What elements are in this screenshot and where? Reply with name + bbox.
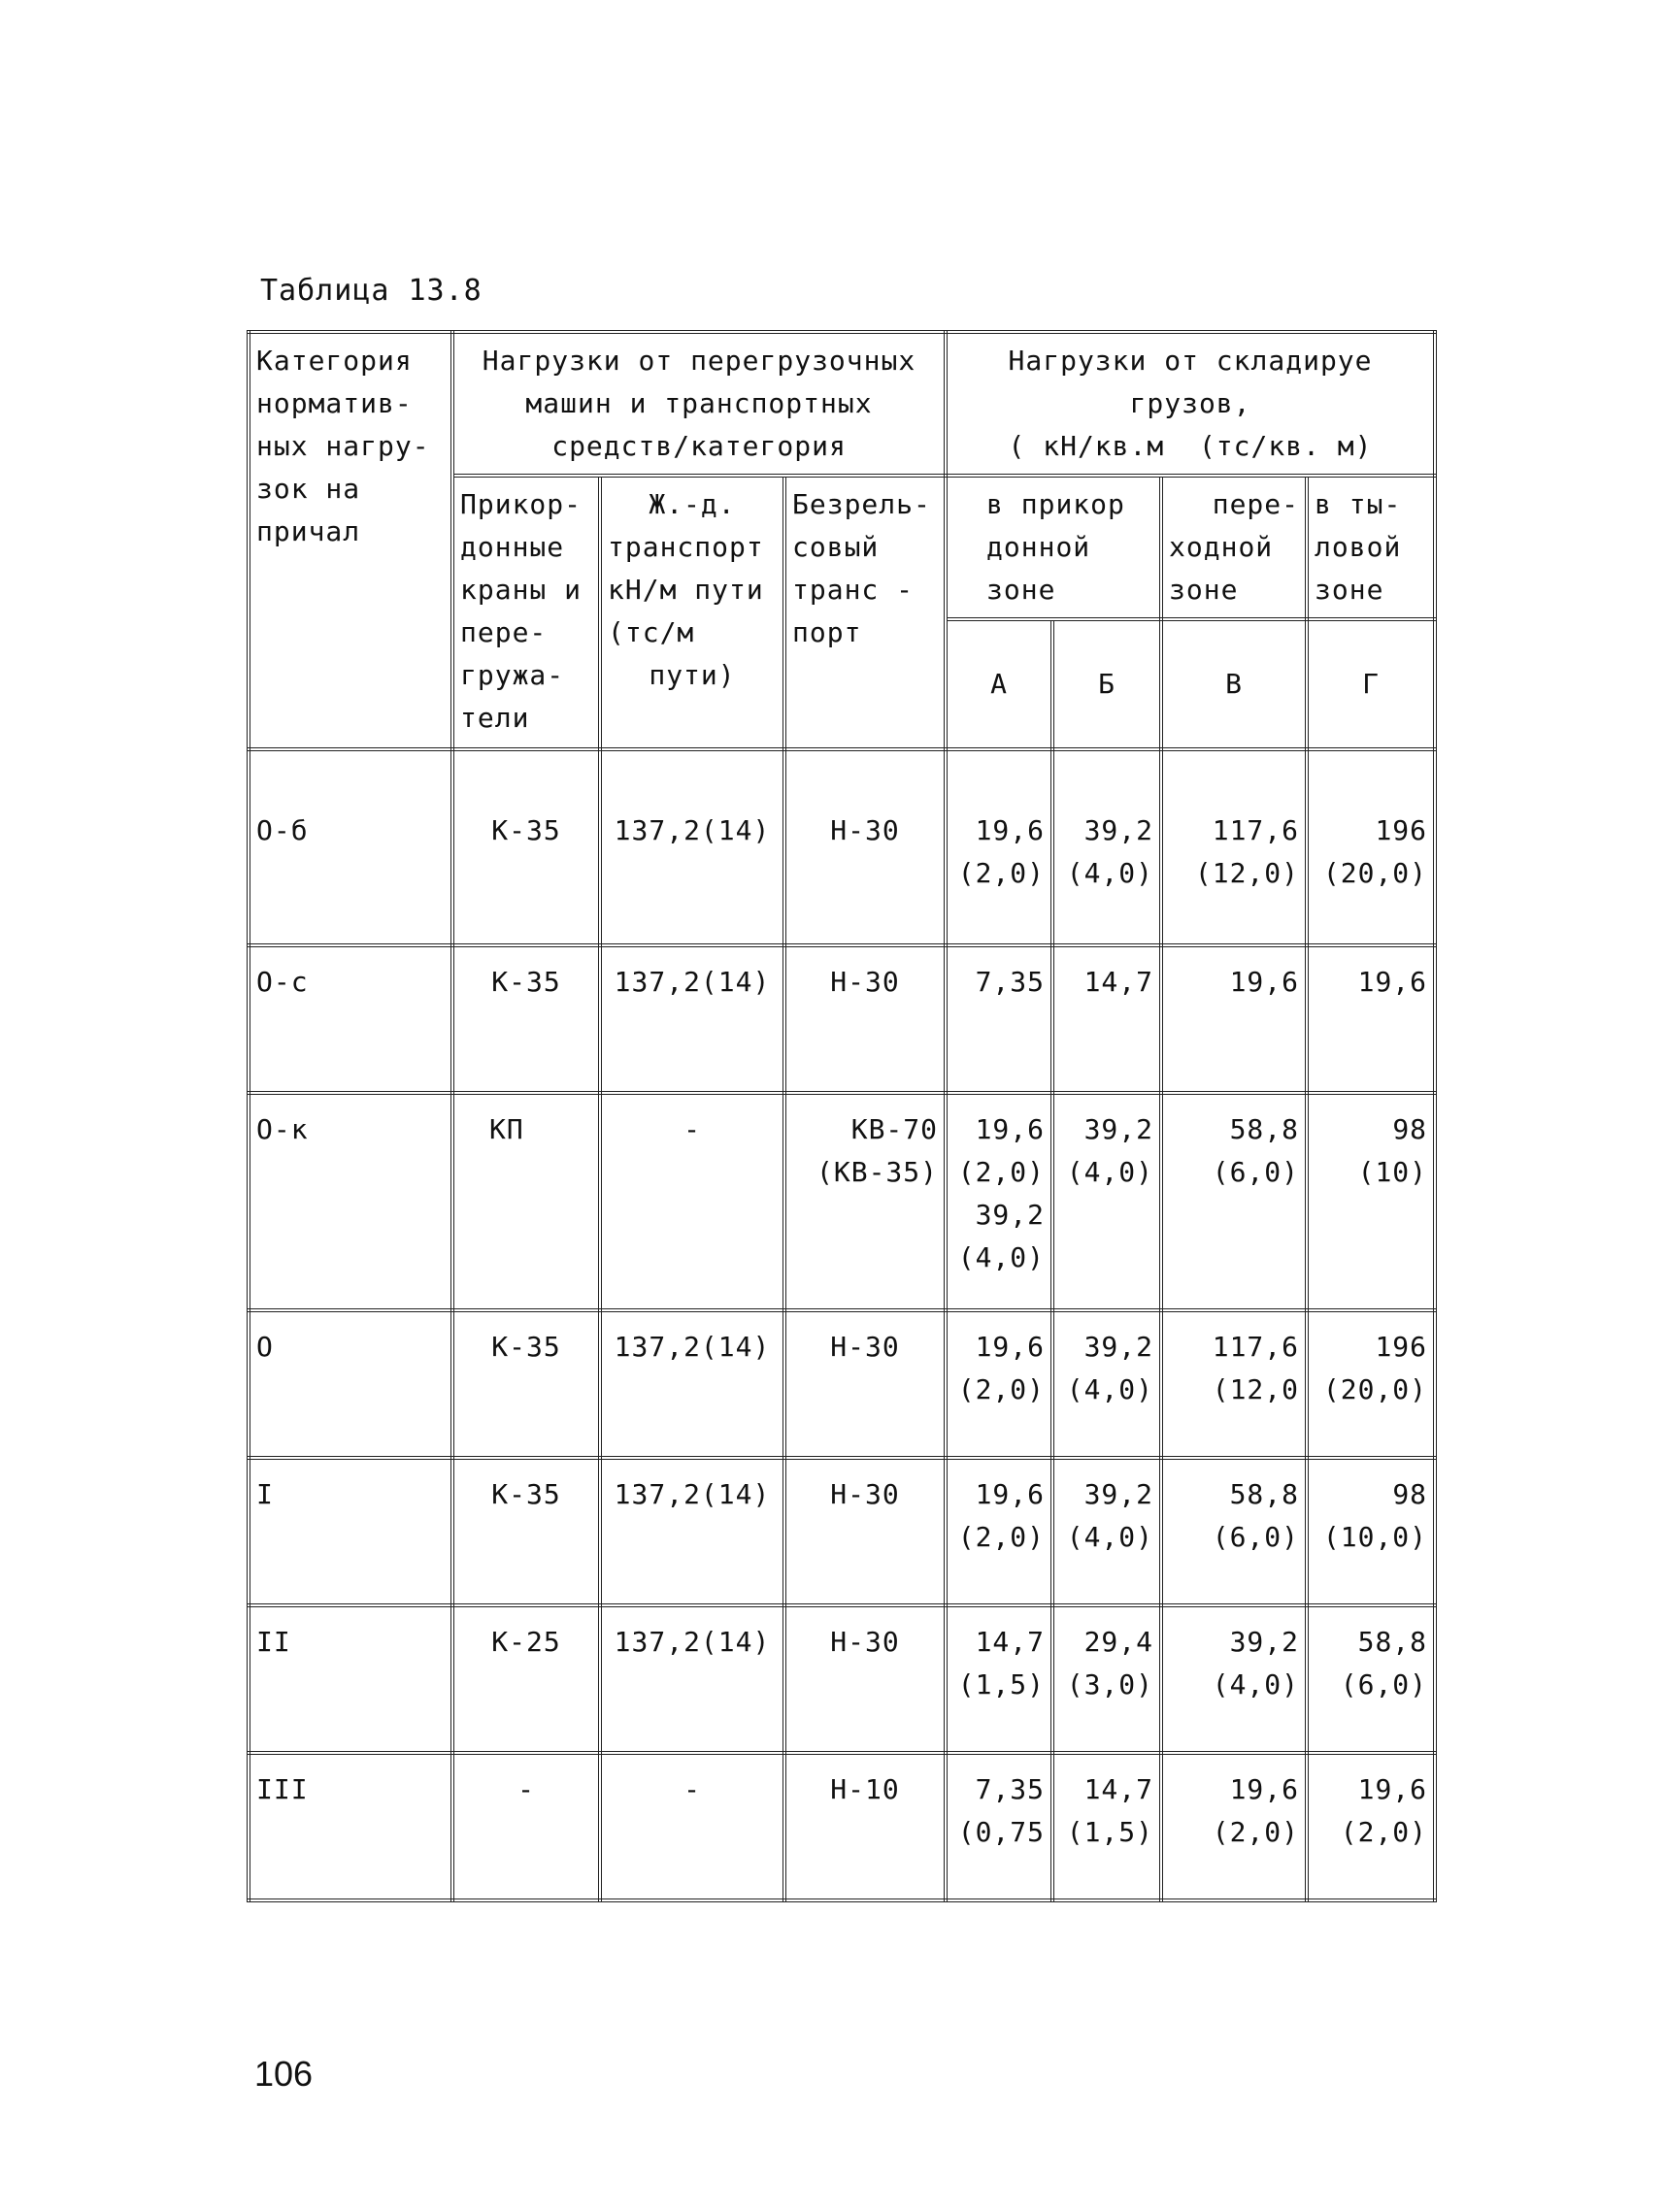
- table-row: [249, 1093, 1435, 1310]
- cell-b: 14,7 (1,5): [1052, 1753, 1161, 1900]
- cell-trackless: Н-30: [784, 749, 946, 945]
- table-row: [249, 1753, 1435, 1900]
- table-row: [249, 1458, 1435, 1605]
- cell-trackless: Н-10: [784, 1753, 946, 1900]
- cell-trackless: Н-30: [784, 1310, 946, 1458]
- cell-category: III: [249, 1753, 452, 1900]
- cell-category: О-к: [249, 1093, 452, 1310]
- header-trackless: Безрель- совый транс - порт: [784, 476, 946, 749]
- cell-v: 19,6 (2,0): [1161, 1753, 1307, 1900]
- page-number: 106: [254, 2054, 314, 2094]
- cell-g: 196 (20,0): [1307, 749, 1435, 945]
- cell-b: 39,2 (4,0): [1052, 1310, 1161, 1458]
- cell-cranes: К-35: [452, 749, 600, 945]
- cell-v: 39,2 (4,0): [1161, 1605, 1307, 1753]
- header-letter-a: А: [946, 619, 1052, 749]
- cell-g: 19,6: [1307, 945, 1435, 1093]
- cell-category: II: [249, 1605, 452, 1753]
- cell-a: 14,7 (1,5): [946, 1605, 1052, 1753]
- cell-a: 19,6 (2,0): [946, 749, 1052, 945]
- loads-table: [247, 330, 1437, 1902]
- cell-v: 58,8 (6,0): [1161, 1458, 1307, 1605]
- cell-b: 39,2 (4,0): [1052, 1093, 1161, 1310]
- cell-cranes: К-35: [452, 1458, 600, 1605]
- cell-category: О-б: [249, 749, 452, 945]
- cell-a: 19,6 (2,0): [946, 1310, 1052, 1458]
- cell-cranes: К-25: [452, 1605, 600, 1753]
- cell-trackless: Н-30: [784, 1605, 946, 1753]
- header-row-1: [249, 332, 1435, 476]
- cell-cranes: КП: [452, 1093, 600, 1310]
- header-machines-group: Нагрузки от перегрузочных машин и транспортных средств/категория: [452, 332, 946, 476]
- header-zone-transit: пере- ходной зоне: [1161, 476, 1307, 619]
- cell-a: 7,35 (0,75: [946, 1753, 1052, 1900]
- cell-g: 98 (10,0): [1307, 1458, 1435, 1605]
- cell-trackless: Н-30: [784, 945, 946, 1093]
- table-row: [249, 1310, 1435, 1458]
- cell-g: 58,8 (6,0): [1307, 1605, 1435, 1753]
- table-row: [249, 945, 1435, 1093]
- cell-rail: 137,2(14): [600, 749, 784, 945]
- cell-trackless: КВ-70 (КВ-35): [784, 1093, 946, 1310]
- header-zone-rear: в ты- ловой зоне: [1307, 476, 1435, 619]
- cell-g: 196 (20,0): [1307, 1310, 1435, 1458]
- cell-v: 58,8 (6,0): [1161, 1093, 1307, 1310]
- cell-a: 19,6 (2,0) 39,2 (4,0): [946, 1093, 1052, 1310]
- cell-a: 7,35: [946, 945, 1052, 1093]
- cell-b: 39,2 (4,0): [1052, 1458, 1161, 1605]
- cell-g: 98 (10): [1307, 1093, 1435, 1310]
- cell-rail: 137,2(14): [600, 1310, 784, 1458]
- header-letter-g: Г: [1307, 619, 1435, 749]
- header-cranes: Прикор- донные краны и пере- гружа- тели: [452, 476, 600, 749]
- header-zone-front: в прикор донной зоне: [946, 476, 1161, 619]
- table-caption: Таблица 13.8: [260, 274, 483, 308]
- cell-rail: 137,2(14): [600, 1605, 784, 1753]
- table-row: [249, 1605, 1435, 1753]
- header-letter-v: В: [1161, 619, 1307, 749]
- cell-b: 29,4 (3,0): [1052, 1605, 1161, 1753]
- cell-category: О-с: [249, 945, 452, 1093]
- header-rail: Ж.-д. транспорт кН/м пути (тс/м пути): [600, 476, 784, 749]
- cell-a: 19,6 (2,0): [946, 1458, 1052, 1605]
- cell-cranes: -: [452, 1753, 600, 1900]
- cell-b: 14,7: [1052, 945, 1161, 1093]
- cell-v: 19,6: [1161, 945, 1307, 1093]
- cell-rail: -: [600, 1093, 784, 1310]
- table-row: [249, 749, 1435, 945]
- cell-v: 117,6 (12,0: [1161, 1310, 1307, 1458]
- header-cargo-group: Нагрузки от складируе грузов, ( кН/кв.м (тс/кв. м): [946, 332, 1435, 476]
- cell-b: 39,2 (4,0): [1052, 749, 1161, 945]
- cell-rail: 137,2(14): [600, 945, 784, 1093]
- header-category: Категория норматив- ных нагру- зок на причал: [249, 332, 452, 749]
- cell-v: 117,6 (12,0): [1161, 749, 1307, 945]
- cell-cranes: К-35: [452, 945, 600, 1093]
- cell-rail: -: [600, 1753, 784, 1900]
- cell-g: 19,6 (2,0): [1307, 1753, 1435, 1900]
- header-letter-b: Б: [1052, 619, 1161, 749]
- cell-category: О: [249, 1310, 452, 1458]
- cell-cranes: К-35: [452, 1310, 600, 1458]
- cell-category: I: [249, 1458, 452, 1605]
- cell-rail: 137,2(14): [600, 1458, 784, 1605]
- cell-trackless: Н-30: [784, 1458, 946, 1605]
